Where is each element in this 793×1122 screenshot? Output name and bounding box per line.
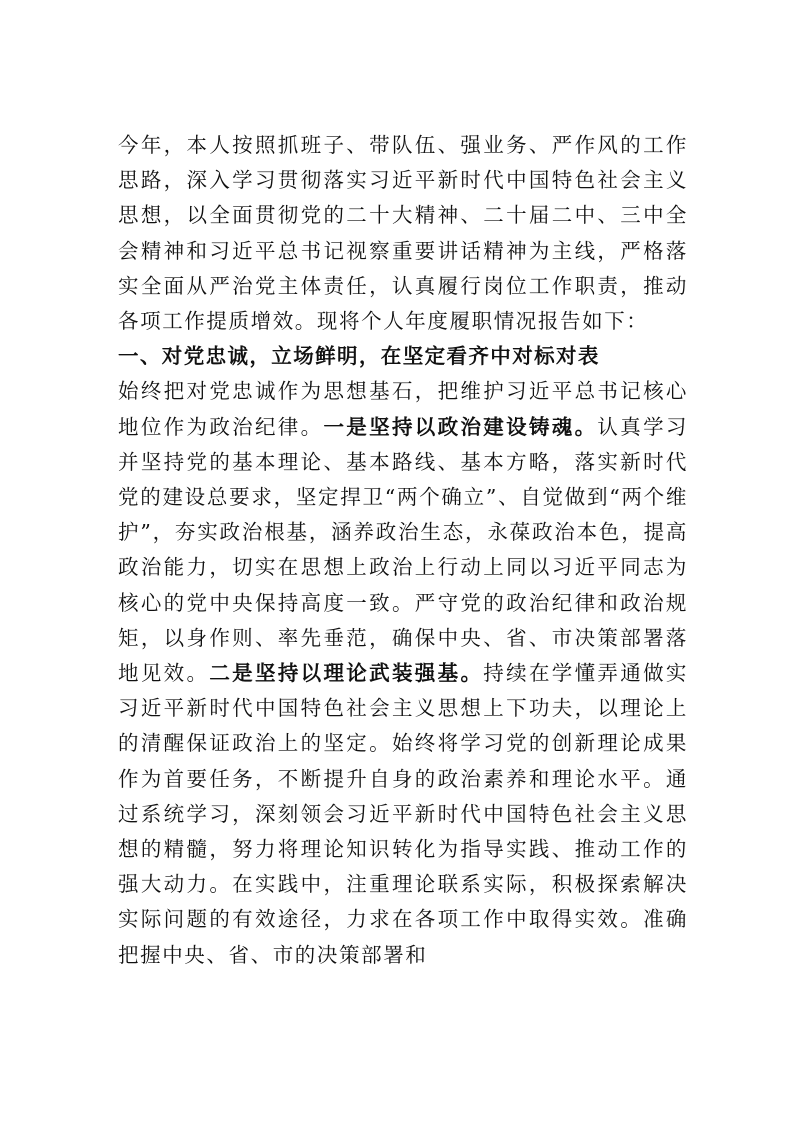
section-text-3: 持续在学懂弄通做实习近平新时代中国特色社会主义思想上下功夫，以理论上的清醒保证政治上的坚定。始终将学习党的创新理论成果作为首要任务，不断提升自身的政治素养和理论水平。通过系统学习，深刻领会习近平新时代中国特色社会主义思想的精髓，努力将理论知识转化为指导实践、推动工作的强大动力。在实践中，注重理论联系实际，积极探索解决实际问题的有效途径，力求在各项工作中取得实效。准确把握中央、省、市的决策部署和 [118, 661, 689, 967]
intro-paragraph: 今年，本人按照抓班子、带队伍、强业务、严作风的工作思路，深入学习贯彻落实习近平新时代中国特色社会主义思想，以全面贯彻党的二十大精神、二十届二中、三中全会精神和习近平总书记视察重要讲话精神为主线，严格落实全面从严治党主体责任，认真履行岗位工作职责，推动各项工作提质增效。现将个人年度履职情况报告如下： [118, 133, 688, 334]
section-heading: 一、对党忠诚，立场鲜明，在坚定看齐中对标对表 [118, 344, 600, 369]
section-text-1: 始终把对党忠诚作为思想基石，把维护习近平总书记核心地位作为政治纪律。 [118, 379, 688, 439]
section-paragraph [118, 374, 688, 972]
document-body [118, 128, 688, 973]
section-text-2: 认真学习并坚持党的基本理论、基本路线、基本方略，落实新时代党的建设总要求，坚定捍卫“两个确立”、自觉做到“两个维护”，夯实政治根基，涵养政治生态，永葆政治本色，提高政治能力，切实在思想上政治上行动上同以习近平同志为核心的党中央保持高度一致。严守党的政治纪律和政治规矩，以身作则、率先垂范，确保中央、省、市决策部署落地见效。 [118, 414, 689, 686]
section-bold-1: 一是坚持以政治建设铸魂。 [323, 414, 598, 439]
section-bold-2: 二是坚持以理论武装强基。 [209, 661, 484, 686]
